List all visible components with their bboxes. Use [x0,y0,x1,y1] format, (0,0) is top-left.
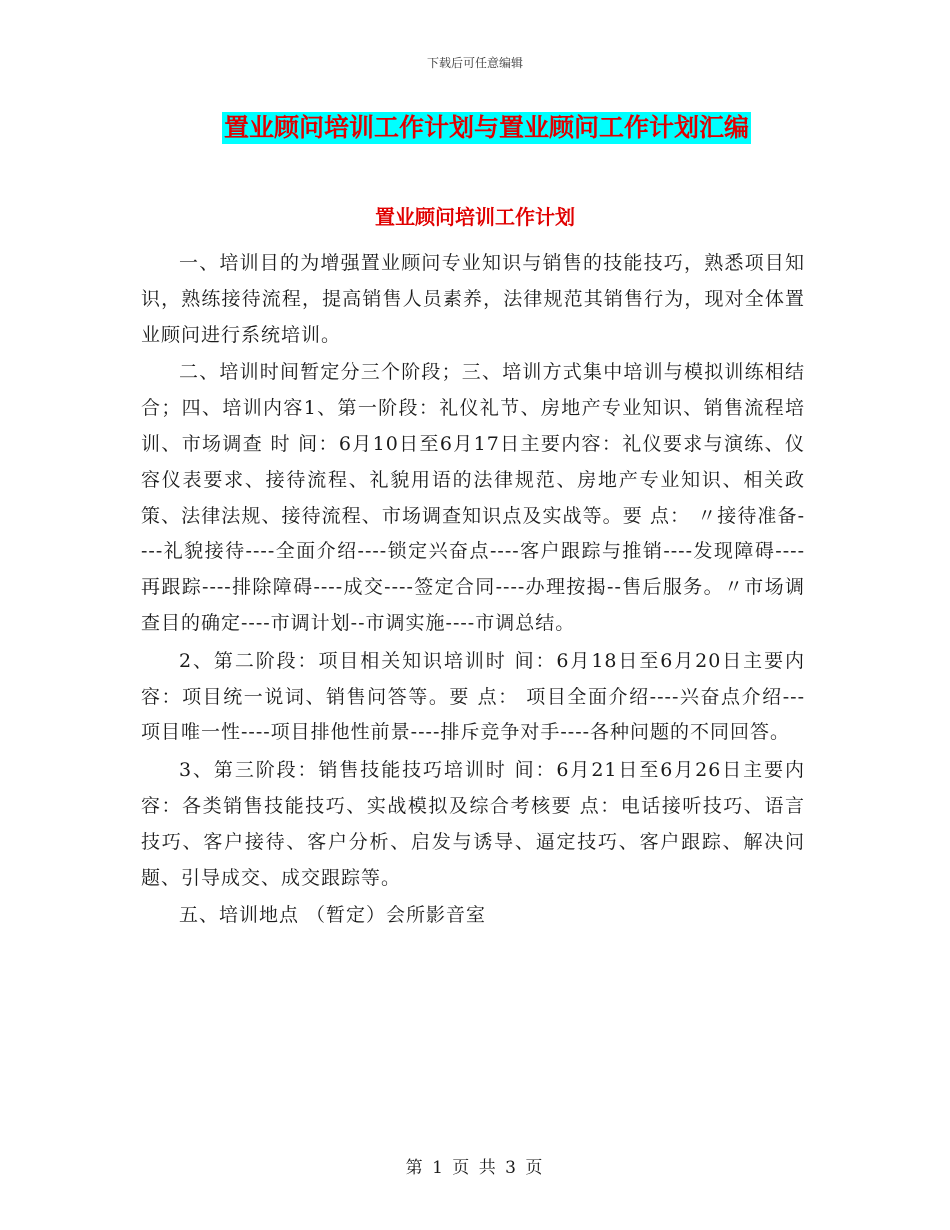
header-note: 下载后可任意编辑 [426,56,523,70]
paragraph-location: 五、培训地点 （暂定）会所影音室 [179,904,487,927]
paragraph-purpose: 一、培训目的为增强置业顾问专业知识与销售的技能技巧，熟悉项目知识，熟练接待流程，提高销售人员素养，法律规范其销售行为，现对全体置业顾问进行系统培训。 [141,252,805,346]
document-body [141,246,805,936]
paragraph-schedule-stage-one: 二、培训时间暂定分三个阶段；三、培训方式集中培训与模拟训练相结合；四、培训内容1、第一阶段：礼仪礼节、房地产专业知识、销售流程培训、市场调查 时 间：6月10日至6月17日主要内容：礼仪要求与演练、仪容仪表要求、接待流程、礼貌用语的法律规范、房地产专业知识、相关政策、法律法规、接待流程、市场调查知识点及实战等。要 点： 〃接待准备----礼貌接待----全面介绍----锁定兴奋点----客户跟踪与推销----发现障碍----再跟踪----排除障碍----成交----签定合同----办理按揭--售后服务。〃市场调查目的确定----市调计划--市调实施----市调总结。 [141,361,805,634]
section-title: 置业顾问培训工作计划 [375,205,575,229]
paragraph-stage-three: 3、第三阶段：销售技能技巧培训时 间：6月21日至6月26日主要内容：各类销售技能技巧、实战模拟及综合考核要 点：电话接听技巧、语言技巧、客户接待、客户分析、启发与诱导、逼定技巧、客户跟踪、解决问题、引导成交、成交跟踪等。 [141,759,805,889]
paragraph-stage-two: 2、第二阶段：项目相关知识培训时 间：6月18日至6月20日主要内容：项目统一说词、销售问答等。要 点： 项目全面介绍----兴奋点介绍---项目唯一性----项目排他性前景----排斥竞争对手----各种问题的不同回答。 [141,649,805,744]
document-title: 置业顾问培训工作计划与置业顾问工作计划汇编 [224,113,750,142]
page-number-footer: 第 1 页 共 3 页 [405,1158,545,1178]
